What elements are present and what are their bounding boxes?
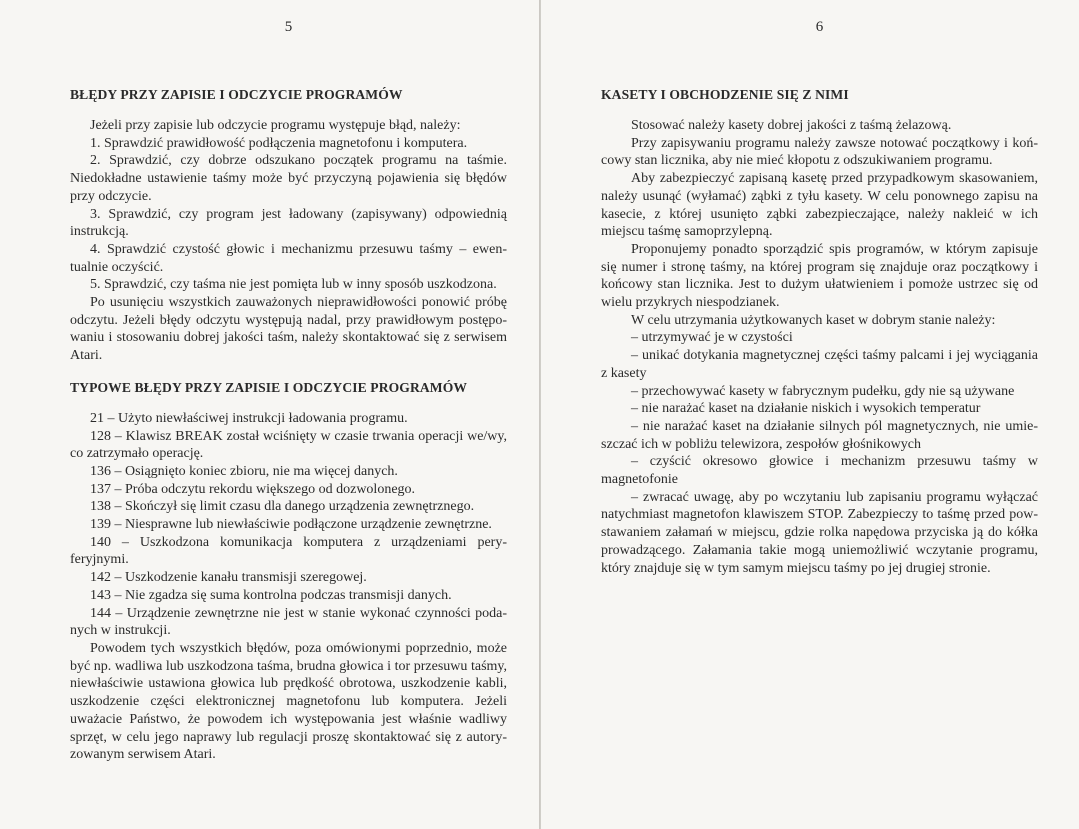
error-code-list	[70, 410, 507, 764]
page-fold	[539, 0, 541, 829]
list-item: 138 – Skończył się limit czasu dla danego urządzenia zewnętrznego.	[90, 499, 475, 515]
list-item: 144 – Urządzenie zewnętrzne nie jest w stanie wykonać czynności podanych w instrukcji.	[70, 605, 507, 639]
section-heading: KASETY I OBCHODZENIE SIĘ Z NIMI	[601, 87, 849, 102]
paragraph: 4. Sprawdzić czystość głowic i mechanizmu przesuwu taśmy – ewentualnie oczyścić.	[70, 241, 507, 275]
section-heading: TYPOWE BŁĘDY PRZY ZAPISIE I ODCZYCIE PROGRAMÓW	[70, 379, 468, 395]
page-number: 6	[815, 19, 824, 35]
paragraph: Przy zapisywaniu programu należy zawsze notować początkowy i końcowy stan licznika, aby nie mieć kłopotu z odszukiwaniem programu.	[601, 135, 1038, 169]
list-item: – unikać dotykania magnetycznej części taśmy palcami i jej wyciągania z kasety	[601, 348, 1038, 381]
list-item: – czyścić okresowo głowice i mechanizm przesuwu taśmy w magnetofonie	[601, 454, 1038, 488]
section-body	[70, 117, 507, 365]
paragraph: 5. Sprawdzić, czy taśma nie jest pomięta lub w inny sposób uszkodzona.	[90, 277, 497, 293]
list-item: 21 – Użyto niewłaściwej instrukcji ładowania programu.	[90, 410, 408, 426]
list-item: 128 – Klawisz BREAK został wciśnięty w czasie trwania operacji we/wy, co zatrzymało operację.	[70, 428, 507, 462]
paragraph: Powodem tych wszystkich błędów, poza omówionymi poprzednio, może być np. wadliwa lub uszkodzona taśma, brudna głowica i tor przesuwu taśmy, niewłaściwie ustawiona głowica lub prędkość obrotowa, uszkodzenie kabli, uszkodzenie części elektronicznej magnetofonu lub komputera. Jeżeli uważacie Państwo, że powodem ich występowania jest właśnie wadliwy sprzęt, w celu jego naprawy lub regulacji proszę skontaktować się z autoryzowanym serwisem Atari.	[70, 640, 507, 763]
list-item: – zwracać uwagę, aby po wczytaniu lub zapisaniu programu wyłączać natychmiast magnetofon klawiszem STOP. Zabezpieczy to taśmę przed powstawaniem załamań w miejscu, gdzie rolka napędowa przyciska ją do kółka prowadzącego. Załamania takie mogą uniemożliwić wczytanie programu, który znajduje się w tym samym miejscu taśmy po jej drugiej stronie.	[601, 489, 1038, 576]
page-number: 5	[284, 19, 293, 35]
list-item: – nie narażać kaset na działanie silnych pól magnetycznych, nie umieszczać ich w pobliżu telewizora, zespołów głośnikowych	[601, 418, 1038, 452]
list-item: – utrzymywać je w czystości	[631, 330, 793, 346]
paragraph: Jeżeli przy zapisie lub odczycie programu występuje błąd, należy:	[90, 118, 461, 133]
paragraph: Proponujemy ponadto sporządzić spis programów, w którym zapisuje się numer i stronę taśmy, na której program się znajduje oraz początkowy i końcowy stan licznika. Jest to dużym ułatwieniem i pomoże ustrzec się od wielu przykrych niespodzianek.	[601, 241, 1038, 311]
paragraph: Po usunięciu wszystkich zauważonych nieprawidłowości ponowić próbę odczytu. Jeżeli błędy odczytu występują nadal, przy prawidłowym postępowaniu i stosowaniu dobrej jakości taśm, należy skontaktować się z serwisem Atari.	[70, 295, 507, 364]
list-item: – nie narażać kaset na działanie niskich i wysokich temperatur	[631, 401, 981, 417]
paragraph: 3. Sprawdzić, czy program jest ładowany (zapisywany) odpowiednią instrukcją.	[70, 206, 507, 240]
right-page	[601, 18, 1038, 577]
paragraph: W celu utrzymania użytkowanych kaset w dobrym stanie należy:	[631, 312, 996, 328]
list-item: 142 – Uszkodzenie kanału transmisji szeregowej.	[90, 570, 367, 586]
list-item: 137 – Próba odczytu rekordu większego od dozwolonego.	[90, 481, 416, 497]
paragraph: 1. Sprawdzić prawidłowość podłączenia magnetofonu i komputera.	[90, 135, 468, 151]
list-item: – przechowywać kasety w fabrycznym pudełku, gdy nie są używane	[631, 383, 1015, 399]
list-item: 140 – Uszkodzona komunikacja komputera z urządzeniami peryferyjnymi.	[70, 534, 507, 568]
list-item: 136 – Osiągnięto koniec zbioru, nie ma więcej danych.	[90, 463, 398, 479]
paragraph: Aby zabezpieczyć zapisaną kasetę przed przypadkowym skasowaniem, należy usunąć (wyłamać) ząbki z tyłu kasety. W celu ponownego zapisu na kasecie, z której usunięto ząbki zabezpieczające, należy nakleić w ich miejscu taśmę samoprzylepną.	[601, 171, 1038, 240]
paragraph: 2. Sprawdzić, czy dobrze odszukano początek programu na taśmie. Niedokładne ustawienie taśmy może być przyczyną pojawienia się błędów przy odczycie.	[70, 153, 507, 204]
list-item: 143 – Nie zgadza się suma kontrolna podczas transmisji danych.	[90, 587, 452, 603]
section-heading: BŁĘDY PRZY ZAPISIE I ODCZYCIE PROGRAMÓW	[70, 87, 403, 102]
list-item: 139 – Niesprawne lub niewłaściwie podłączone urządzenie zewnętrzne.	[90, 517, 492, 533]
section-body	[601, 117, 1038, 577]
paragraph: Stosować należy kasety dobrej jakości z taśmą żelazową.	[631, 118, 952, 133]
left-page	[70, 18, 507, 764]
